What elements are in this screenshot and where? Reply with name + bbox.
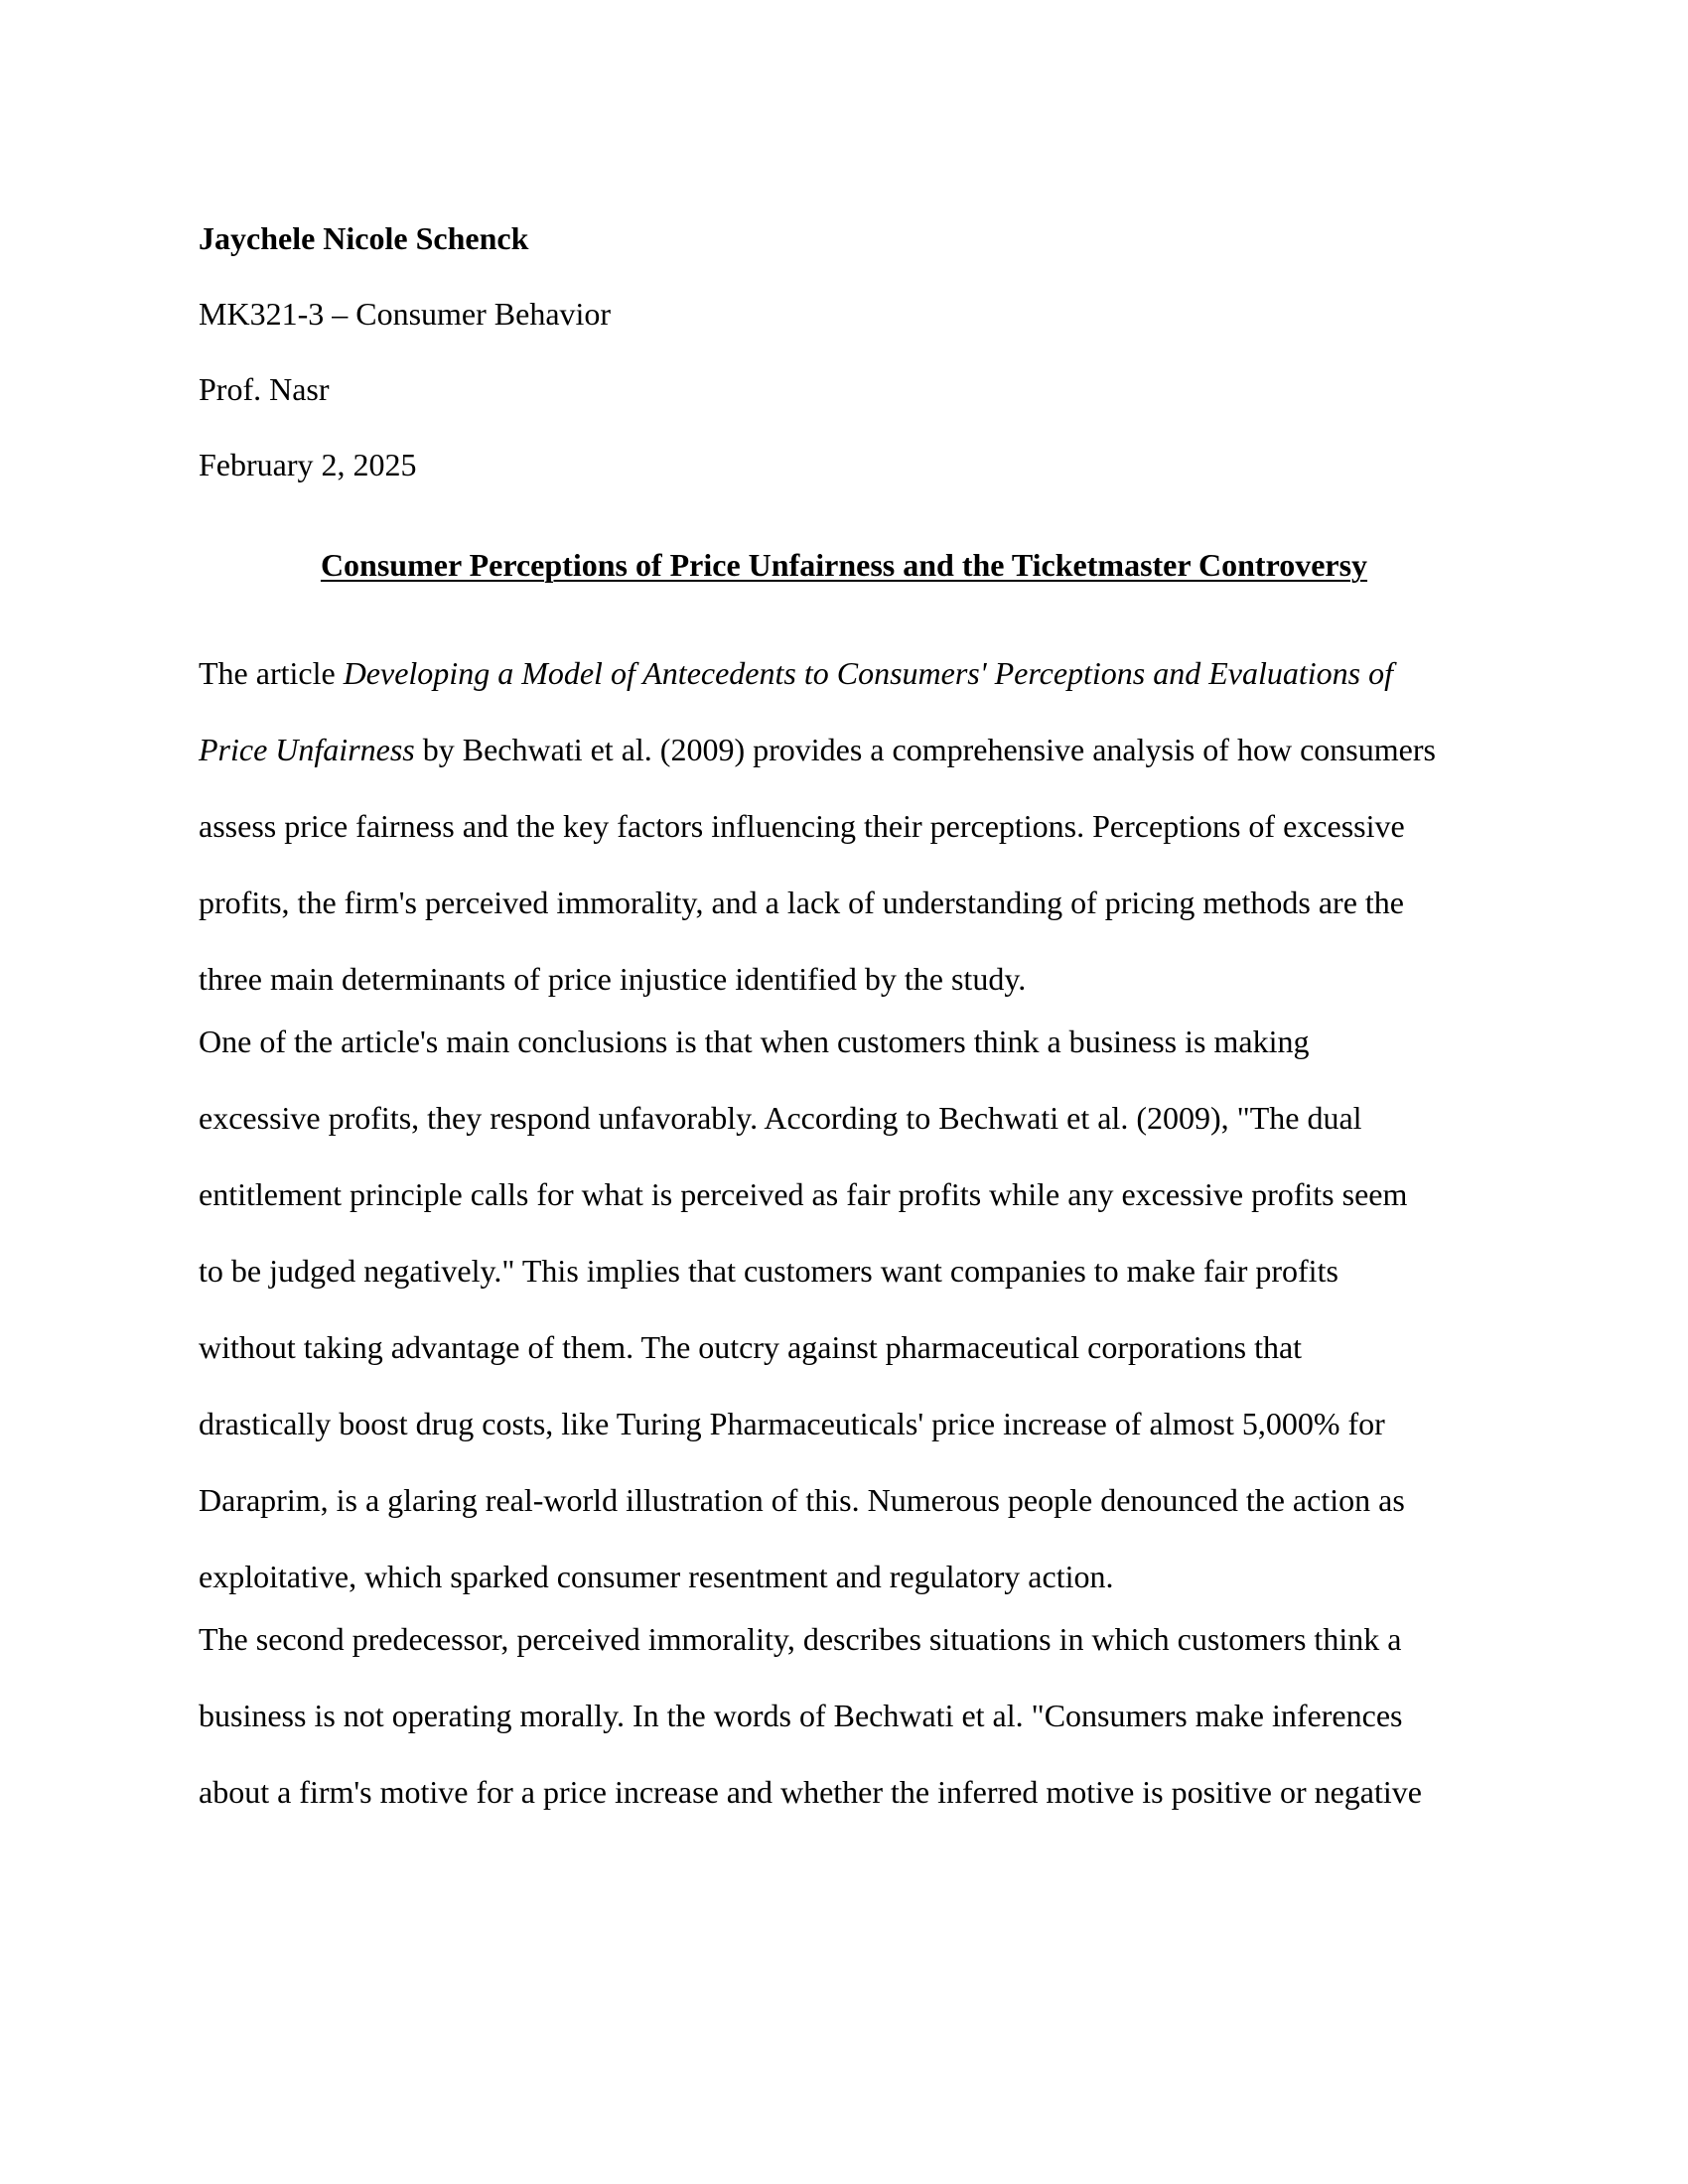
course-name: MK321-3 – Consumer Behavior xyxy=(199,296,612,332)
article-title-italic: Price Unfairness xyxy=(199,732,415,767)
text-line: excessive profits, they respond unfavorably. According to Bechwati et al. (2009), "The dual xyxy=(199,1100,1362,1136)
text-line: business is not operating morally. In the words of Bechwati et al. "Consumers make inferences xyxy=(199,1698,1403,1733)
author-name: Jaychele Nicole Schenck xyxy=(199,220,529,256)
text-line: Daraprim, is a glaring real-world illustration of this. Numerous people denounced the action as xyxy=(199,1482,1405,1518)
text-line: entitlement principle calls for what is perceived as fair profits while any excessive profits seem xyxy=(199,1176,1408,1212)
text-line: to be judged negatively." This implies that customers want companies to make fair profits xyxy=(199,1253,1338,1289)
text-line: exploitative, which sparked consumer resentment and regulatory action. xyxy=(199,1559,1114,1594)
text-line: three main determinants of price injustice identified by the study. xyxy=(199,961,1027,997)
document-title: Consumer Perceptions of Price Unfairness and the Ticketmaster Controversy xyxy=(320,547,1368,583)
text-line: drastically boost drug costs, like Turing Pharmaceuticals' price increase of almost 5,000% for xyxy=(199,1406,1385,1441)
text-line: about a firm's motive for a price increase and whether the inferred motive is positive or negative xyxy=(199,1774,1422,1810)
paragraph-2 xyxy=(199,1025,1489,1592)
text-line xyxy=(199,734,1489,810)
document-page xyxy=(199,222,1489,1839)
text-line xyxy=(199,657,1489,734)
professor-name: Prof. Nasr xyxy=(199,371,330,407)
text-line: without taking advantage of them. The outcry against pharmaceutical corporations that xyxy=(199,1329,1303,1365)
text-line: The second predecessor, perceived immorality, describes situations in which customers think a xyxy=(199,1621,1402,1657)
paragraph-1 xyxy=(199,657,1489,995)
text-line: profits, the firm's perceived immorality, and a lack of understanding of pricing methods are the xyxy=(199,885,1404,920)
article-title-italic: Developing a Model of Antecedents to Consumers' Perceptions and Evaluations of xyxy=(343,655,1394,691)
text-line: assess price fairness and the key factors influencing their perceptions. Perceptions of excessive xyxy=(199,808,1405,844)
document-date: February 2, 2025 xyxy=(199,447,417,482)
line-text: by Bechwati et al. (2009) provides a comprehensive analysis of how consumers xyxy=(414,732,1436,767)
text-line: One of the article's main conclusions is that when customers think a business is making xyxy=(199,1024,1310,1059)
line-text: The article xyxy=(199,655,344,691)
paragraph-3 xyxy=(199,1623,1489,1808)
